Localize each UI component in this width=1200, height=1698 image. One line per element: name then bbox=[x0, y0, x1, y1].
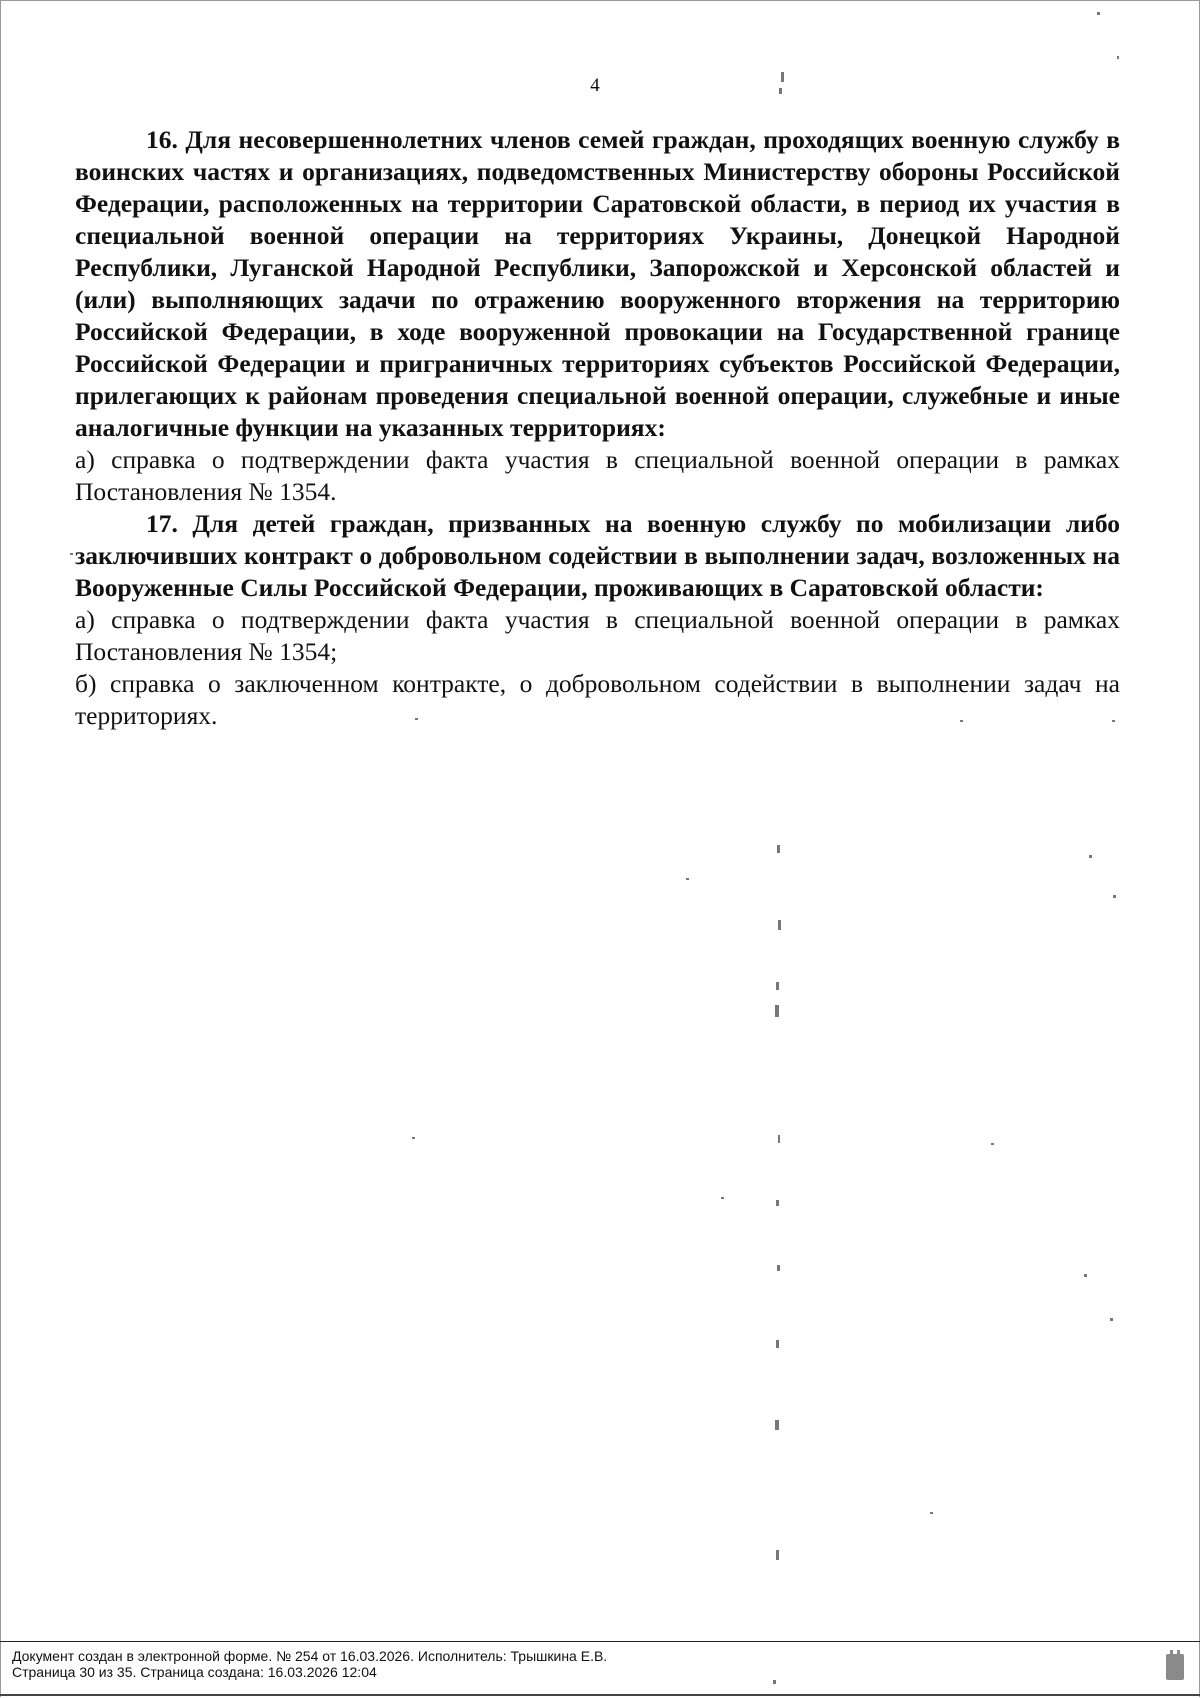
paragraph-17-item-a: а) справка о подтверждении факта участия в специальной военной операции в рамках Постановления № 1354; bbox=[75, 605, 1120, 666]
page-bottom-edge bbox=[0, 1694, 1200, 1696]
footer-page-info: Страница 30 из 35. Страница создана: 16.03.2026 12:04 bbox=[12, 1664, 377, 1680]
footer-document-info: Документ создан в электронной форме. № 254 от 16.03.2026. Исполнитель: Трышкина Е.В. bbox=[12, 1648, 608, 1664]
paragraph-16-item-a: а) справка о подтверждении факта участия в специальной военной операции в рамках Постановления № 1354. bbox=[75, 445, 1120, 506]
page-number: 4 bbox=[590, 75, 600, 96]
paragraph-17-heading: 17. Для детей граждан, призванных на военную службу по мобилизации либо заключивших контракт о добровольном содействии в выполнении задач, возложенных на Вооруженные Силы Российской Федерации, проживающих в Саратовской области: bbox=[75, 509, 1120, 602]
document-footer bbox=[12, 1648, 1122, 1680]
footer-divider bbox=[0, 1641, 1200, 1642]
document-body bbox=[75, 124, 1120, 732]
paragraph-16-heading: 16. Для несовершеннолетних членов семей граждан, проходящих военную службу в воинских частях и организациях, подведомственных Министерству обороны Российской Федерации, расположенных на территории Саратовской области, в период их участия в специальной военной операции на территориях Украины, Донецкой Народной Республики, Луганской Народной Республики, Запорожской и Херсонской областей и (или) выполняющих задачи по отражению вооруженного вторжения на территорию Российской Федерации, в ходе вооруженной провокации на Государственной границе Российской Федерации и приграничных территориях субъектов Российской Федерации, прилегающих к районам проведения специальной военной операции, служебные и иные аналогичные функции на указанных территориях: bbox=[75, 125, 1120, 442]
electronic-seal-icon bbox=[1164, 1650, 1186, 1682]
paragraph-17-item-b: б) справка о заключенном контракте, о добровольном содействии в выполнении задач на территориях. bbox=[75, 669, 1120, 730]
